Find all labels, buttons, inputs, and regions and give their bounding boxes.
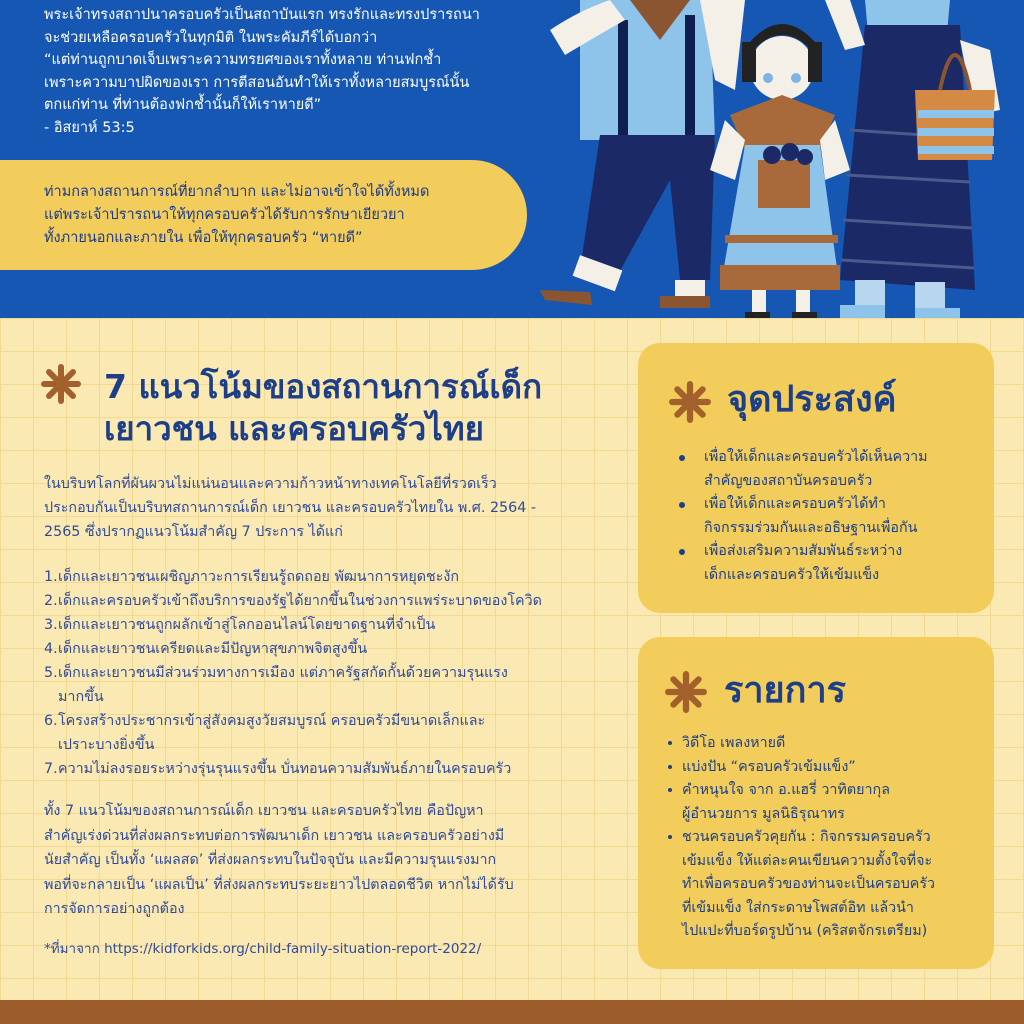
list-item xyxy=(668,779,988,826)
list-item xyxy=(44,589,624,613)
father-figure xyxy=(540,0,745,308)
item-number: 4. xyxy=(44,641,58,657)
item-number: 5. xyxy=(44,665,58,681)
verse-line: เพราะความบาปผิดของเรา การตีสอนอันทำให้เราทั้งหลายสมบูรณ์นั้น xyxy=(44,74,470,91)
verse-line: “แต่ท่านถูกบาดเจ็บเพราะความทรยศของเราทั้งหลาย ท่านฟกช้ำ xyxy=(44,52,442,68)
item-line: ไปแปะที่บอร์ดรูปบ้าน (คริสตจักรเตรียม) xyxy=(682,923,928,939)
list-item xyxy=(676,493,986,540)
item-number: 2. xyxy=(44,593,58,609)
list-item xyxy=(44,661,624,685)
list-item xyxy=(676,540,986,587)
purpose-title: จุดประสงค์ xyxy=(727,379,897,420)
header-banner xyxy=(0,0,1024,318)
verse-line: ตกแก่ท่าน ที่ท่านต้องฟกช้ำนั้นก็ให้เราหายดี” xyxy=(44,97,322,113)
footer-strip xyxy=(0,1000,1024,1024)
item-text: โครงสร้างประชากรเข้าสู่สังคมสูงวัยสมบูรณ์ ครอบครัวมีขนาดเล็กและ xyxy=(58,713,486,729)
intro-line: ในบริบทโลกที่ผันผวนไม่แน่นอนและความก้าวหน้าทางเทคโนโลยีที่รวดเร็ว xyxy=(44,476,497,492)
verse-reference: - อิสยาห์ 53:5 xyxy=(44,119,135,136)
program-list xyxy=(668,732,988,944)
list-item-continuation: มากขึ้น xyxy=(58,689,104,705)
summary-line: นัยสำคัญ เป็นทั้ง ‘แผลสด’ ที่ส่งผลกระทบในปัจจุบัน และมีความรุนแรงมาก xyxy=(44,852,497,868)
item-text: ความไม่ลงรอยระหว่างรุ่นรุนแรงขึ้น บั่นทอนความสัมพันธ์ภายในครอบครัว xyxy=(58,761,512,777)
summary-line: การจัดการอย่างถูกต้อง xyxy=(44,901,185,917)
list-item xyxy=(668,732,988,756)
item-text: เด็กและเยาวชนเครียดและมีปัญหาสุขภาพจิตสูงขึ้น xyxy=(58,641,368,657)
verse-line: จะช่วยเหลือครอบครัวในทุกมิติ ในพระคัมภีร์ได้บอกว่า xyxy=(44,29,378,46)
summary-line: สำคัญเร่งด่วนที่ส่งผลกระทบต่อการพัฒนาเด็ก เยาวชน และครอบครัวอย่างมี xyxy=(44,827,505,844)
intro-line: 2565 ซึ่งปรากฏแนวโน้มสำคัญ 7 ประการ ได้แก่ xyxy=(44,524,343,540)
item-line: วิดีโอ เพลงหายดี xyxy=(682,735,786,751)
item-line: เพื่อให้เด็กและครอบครัวได้ทำ xyxy=(704,496,886,512)
item-text: เด็กและครอบครัวเข้าถึงบริการของรัฐได้ยากขึ้นในช่วงการแพร่ระบาดของโควิด xyxy=(58,593,542,609)
item-line: เพื่อให้เด็กและครอบครัวได้เห็นความ xyxy=(704,449,928,465)
item-text: เด็กและเยาวชนเผชิญภาวะการเรียนรู้ถดถอย พัฒนาการหยุดชะงัก xyxy=(58,569,460,585)
highlight-line: ทั้งภายนอกและภายใน เพื่อให้ทุกครอบครัว “หายดี” xyxy=(44,230,363,246)
source-note: *ที่มาจาก https://kidforkids.org/child-family-situation-report-2022/ xyxy=(44,941,482,957)
highlight-pill xyxy=(0,160,527,270)
mother-figure xyxy=(825,0,1000,318)
item-line: ที่เข้มแข็ง ใส่กระดาษโพสต์อิท แล้วนำ xyxy=(682,899,914,916)
trends-title-line: 7 แนวโน้มของสถานการณ์เด็ก xyxy=(104,367,543,406)
list-item xyxy=(668,826,988,944)
item-line: ชวนครอบครัวคุยกัน : กิจกรรมครอบครัว xyxy=(682,829,931,845)
list-item xyxy=(676,446,986,493)
item-line: สำคัญของสถาบันครอบครัว xyxy=(704,472,873,489)
asterisk-icon xyxy=(668,380,712,424)
trends-title-line: เยาวชน และครอบครัวไทย xyxy=(104,409,484,448)
intro-line: ประกอบกันเป็นบริบทสถานการณ์เด็ก เยาวชน และครอบครัวไทยใน พ.ศ. 2564 - xyxy=(44,500,537,516)
item-line: แบ่งปัน “ครอบครัวเข้มแข็ง” xyxy=(682,758,856,775)
asterisk-icon xyxy=(664,670,708,714)
item-number: 3. xyxy=(44,617,58,633)
trends-title xyxy=(104,366,542,450)
item-number: 6. xyxy=(44,713,58,729)
asterisk-icon xyxy=(40,363,82,405)
bible-verse xyxy=(44,4,544,139)
trends-summary xyxy=(44,799,614,922)
list-item xyxy=(44,757,624,781)
list-item xyxy=(44,565,624,589)
family-illustration xyxy=(520,0,1024,318)
list-item-continuation: เปราะบางยิ่งขึ้น xyxy=(58,737,155,753)
item-text: เด็กและเยาวชนถูกผลักเข้าสู่โลกออนไลน์โดยขาดฐานที่จำเป็น xyxy=(58,617,436,633)
list-item xyxy=(668,756,988,780)
highlight-line: ท่ามกลางสถานการณ์ที่ยากลำบาก และไม่อาจเข้าใจได้ทั้งหมด xyxy=(44,184,430,200)
program-title: รายการ xyxy=(724,670,846,711)
purpose-list xyxy=(676,446,986,587)
item-line: ทำเพื่อครอบครัวของท่านจะเป็นครอบครัว xyxy=(682,876,936,892)
list-item xyxy=(44,613,624,637)
list-item xyxy=(44,709,624,733)
summary-line: ทั้ง 7 แนวโน้มของสถานการณ์เด็ก เยาวชน และครอบครัวไทย คือปัญหา xyxy=(44,803,484,819)
highlight-line: แต่พระเจ้าปรารถนาให้ทุกครอบครัวได้รับการรักษาเยียวยา xyxy=(44,207,405,223)
item-line: กิจกรรมร่วมกันและอธิษฐานเพื่อกัน xyxy=(704,519,918,536)
item-line: ผู้อำนวยการ มูลนิธิรุณาทร xyxy=(682,805,845,822)
item-number: 7. xyxy=(44,761,58,777)
trends-list xyxy=(44,565,624,781)
item-line: เด็กและครอบครัวให้เข้มแข็ง xyxy=(704,566,880,583)
item-text: เด็กและเยาวชนมีส่วนร่วมทางการเมือง แต่ภาครัฐสกัดกั้นด้วยความรุนแรง xyxy=(58,665,508,681)
verse-line: พระเจ้าทรงสถาปนาครอบครัวเป็นสถาบันแรก ทรงรักและทรงปรารถนา xyxy=(44,7,480,23)
item-line: เพื่อส่งเสริมความสัมพันธ์ระหว่าง xyxy=(704,543,903,559)
item-number: 1. xyxy=(44,569,58,585)
item-line: เข้มแข็ง ให้แต่ละคนเขียนความตั้งใจที่จะ xyxy=(682,852,933,869)
list-item xyxy=(44,637,624,661)
item-line: คำหนุนใจ จาก อ.แฮรี่ วาทิตยากุล xyxy=(682,782,890,798)
trends-intro xyxy=(44,472,614,544)
summary-line: พอที่จะกลายเป็น ‘แผลเป็น’ ที่ส่งผลกระทบระยะยาวไปตลอดชีวิต หากไม่ได้รับ xyxy=(44,876,514,893)
